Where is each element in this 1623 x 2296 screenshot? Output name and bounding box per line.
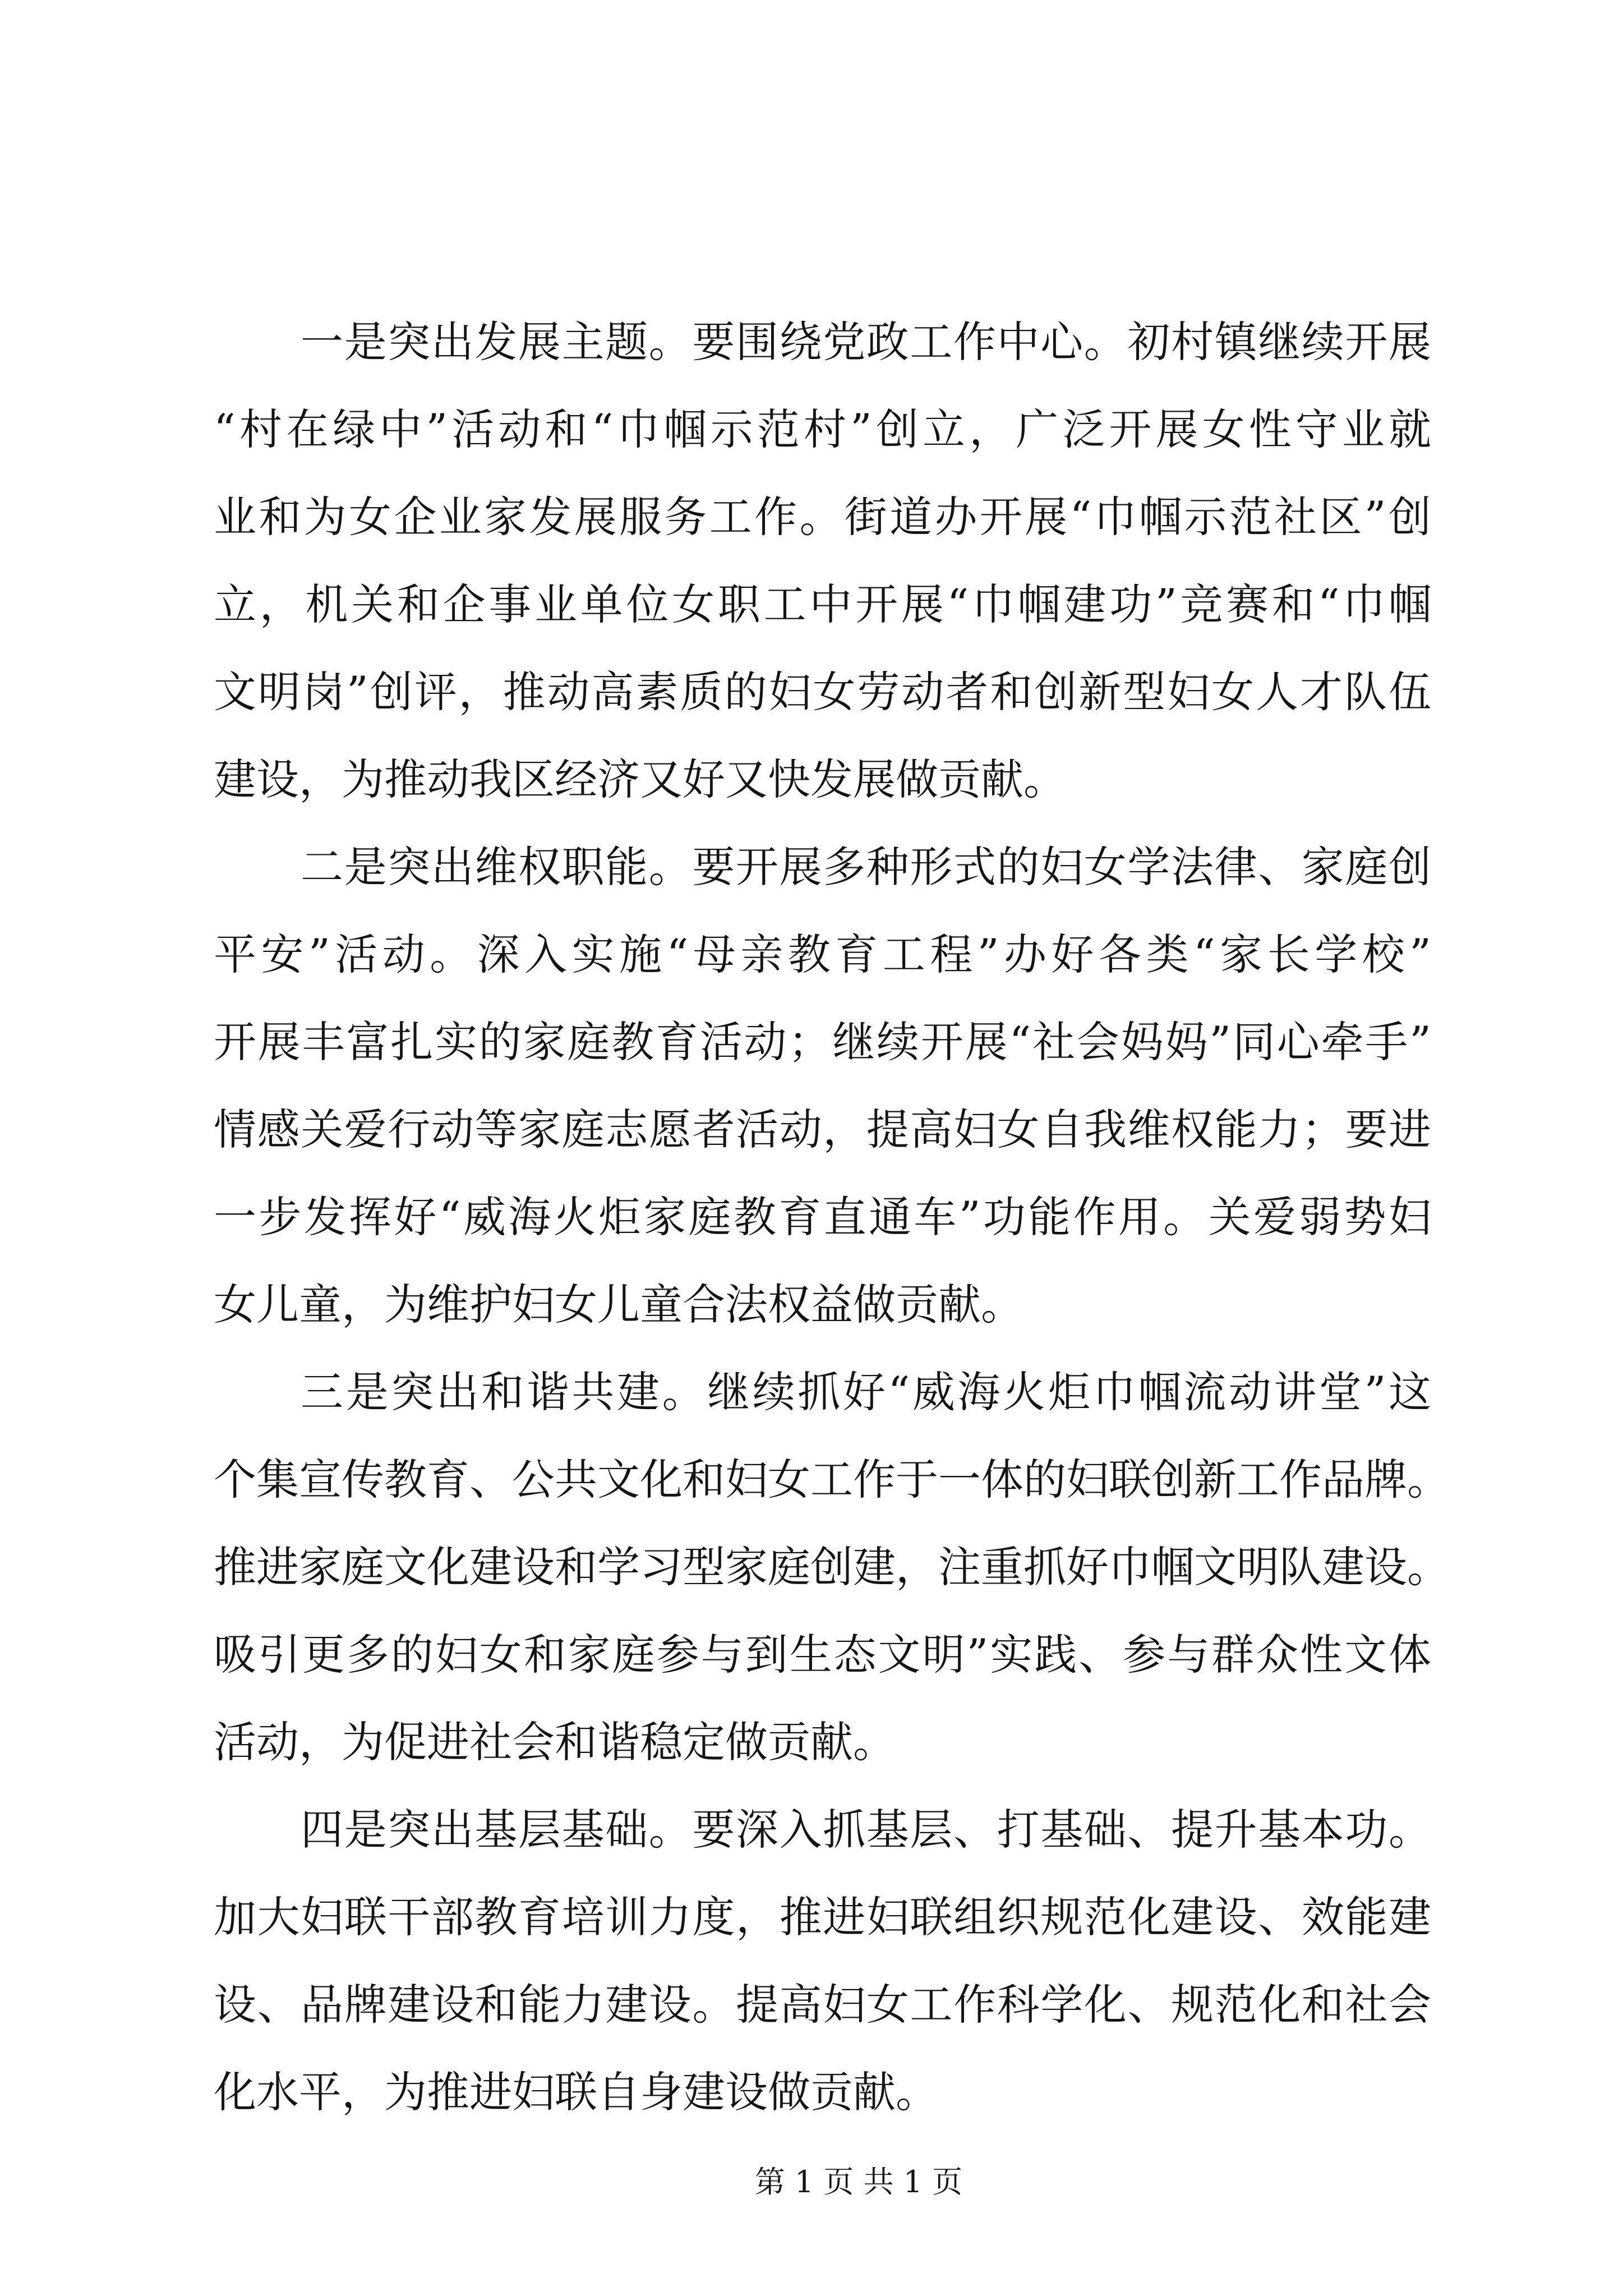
paragraph-line: 二是突出维权职能。要开展多种形式的妇女学法律、家庭创 (301, 842, 1431, 892)
paragraph-line: 情感关爱行动等家庭志愿者活动，提高妇女自我维权能力；要进 (214, 1105, 1431, 1154)
paragraph-line: 四是突出基层基础。要深入抓基层、打基础、提升基本功。 (301, 1805, 1431, 1855)
paragraph-line: 个集宣传教育、公共文化和妇女工作于一体的妇联创新工作品牌。 (214, 1455, 1450, 1504)
paragraph-line: 活动，为促进社会和谐稳定做贡献。 (214, 1717, 896, 1767)
paragraph-line: 一步发挥好“威海火炬家庭教育直通车”功能作用。关爱弱势妇 (214, 1192, 1431, 1242)
paragraph-grassroots (214, 1786, 1431, 2136)
paragraph-line: 吸引更多的妇女和家庭参与到生态文明”实践、参与群众性文体 (214, 1630, 1431, 1680)
paragraph-line: 化水平，为推进妇联自身建设做贡献。 (214, 2067, 938, 2117)
paragraph-line: 建设，为推动我区经济又好又快发展做贡献。 (214, 754, 1066, 804)
paragraph-line: 业和为女企业家发展服务工作。街道办开展“巾帼示范社区”创 (214, 492, 1431, 542)
paragraph-development (214, 298, 1431, 823)
paragraph-line: 立，机关和企事业单位女职工中开展“巾帼建功”竞赛和“巾帼 (214, 579, 1431, 629)
document-body (214, 298, 1450, 2136)
paragraph-harmony (214, 1349, 1450, 1786)
paragraph-line: “村在绿中”活动和“巾帼示范村”创立，广泛开展女性守业就 (214, 404, 1431, 454)
paragraph-line: 三是突出和谐共建。继续抓好“威海火炬巾帼流动讲堂”这 (301, 1367, 1431, 1417)
page-footer: 第 1 页 共 1 页 (754, 2164, 963, 2200)
paragraph-rights (214, 823, 1431, 1349)
paragraph-line: 开展丰富扎实的家庭教育活动；继续开展“社会妈妈”同心牵手” (214, 1017, 1431, 1067)
paragraph-line: 加大妇联干部教育培训力度，推进妇联组织规范化建设、效能建 (214, 1892, 1431, 1942)
paragraph-line: 女儿童，为维护妇女儿童合法权益做贡献。 (214, 1280, 1023, 1329)
paragraph-line: 文明岗”创评，推动高素质的妇女劳动者和创新型妇女人才队伍 (214, 667, 1431, 717)
paragraph-line: 一是突出发展主题。要围绕党政工作中心。初村镇继续开展 (301, 317, 1431, 367)
paragraph-line: 平安”活动。深入实施“母亲教育工程”办好各类“家长学校” (214, 930, 1431, 979)
paragraph-line: 设、品牌建设和能力建设。提高妇女工作科学化、规范化和社会 (214, 1980, 1431, 2030)
paragraph-line: 推进家庭文化建设和学习型家庭创建，注重抓好巾帼文明队建设。 (214, 1542, 1450, 1592)
